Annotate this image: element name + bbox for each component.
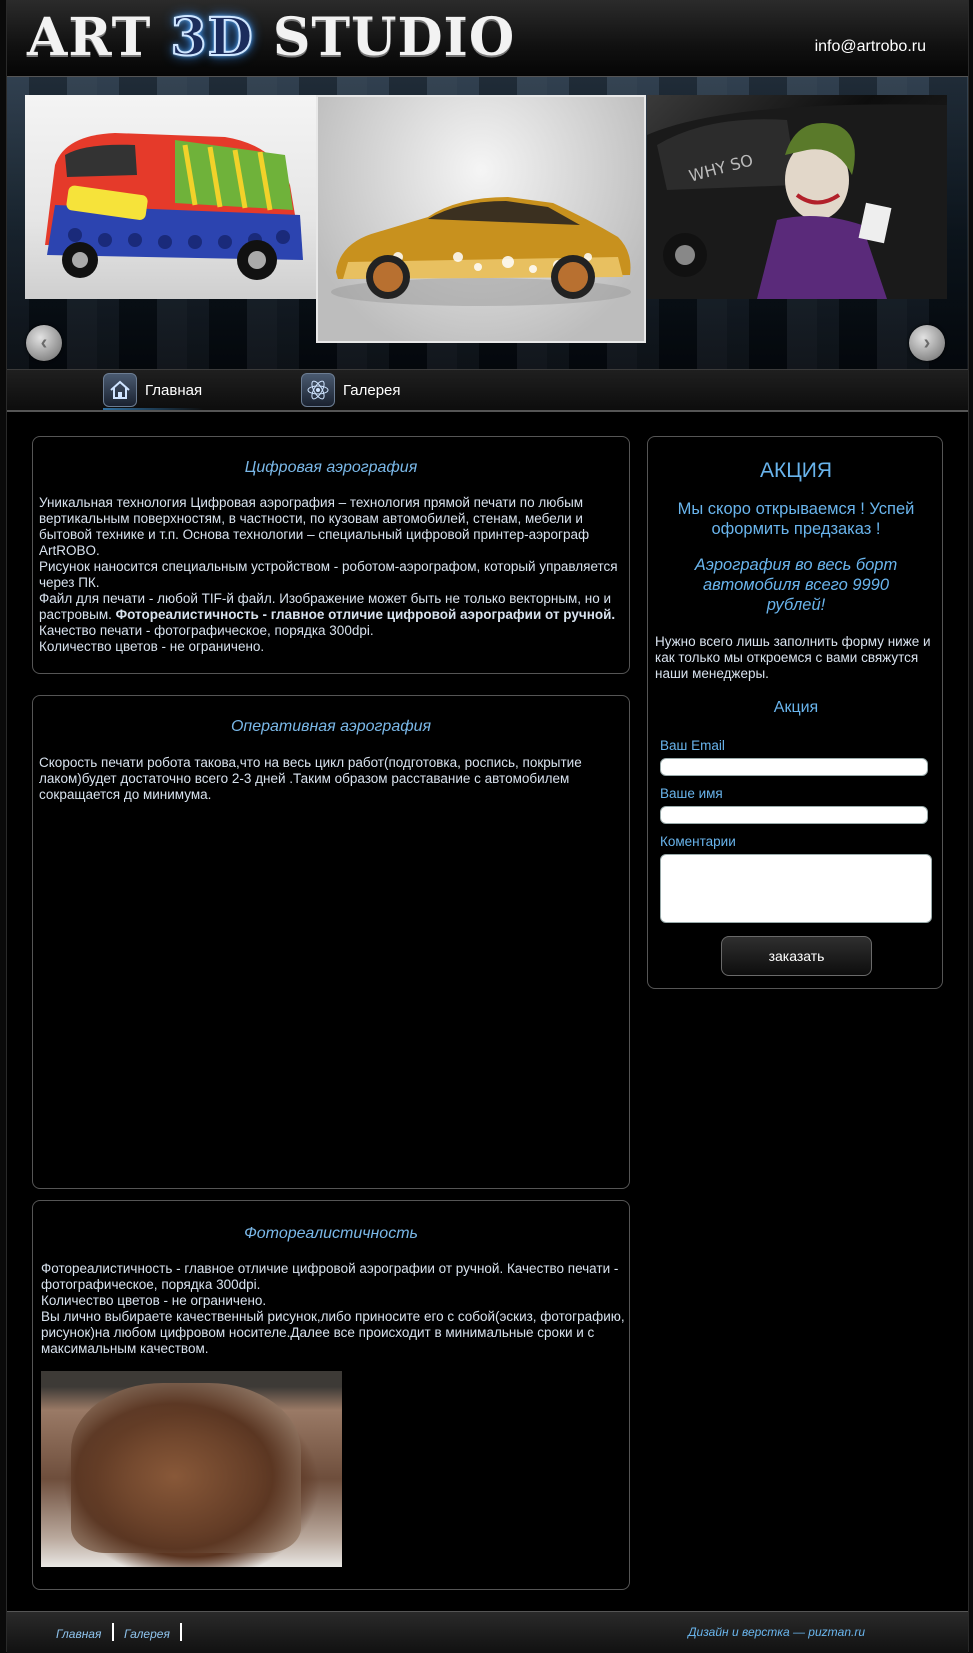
slide-image-joker[interactable] <box>647 95 947 299</box>
paragraph: Рисунок наносится специальным устройством - роботом-аэрографом, который управляется через ПК. <box>39 559 618 590</box>
name-label: Ваше имя <box>660 786 723 801</box>
section-title: Цифровая аэрография <box>244 459 418 476</box>
slider-next-button[interactable] <box>909 325 945 361</box>
order-button[interactable]: заказать <box>721 936 872 976</box>
nav-item-label: Галерея <box>343 381 401 399</box>
paragraph <box>39 591 627 639</box>
section-digital-airbrush <box>32 436 630 674</box>
footer-link-home[interactable]: Главная <box>56 1627 102 1641</box>
comment-label: Коментарии <box>660 834 736 849</box>
footer-separator <box>180 1623 182 1641</box>
paragraph: Уникальная технология Цифровая аэрография – технология прямой печати по любым вертикальным поверхностям, в частности, по кузовам автомобилей, стенам, мебели и бытовой технике и т.п. Основа технологии – специальный цифровой принтер-аэрограф ArtROBO. <box>39 495 590 558</box>
bear-hood-photo <box>41 1371 342 1567</box>
site-logo[interactable] <box>27 8 515 68</box>
section-text <box>39 755 627 803</box>
section-title: Оперативная аэрография <box>230 718 432 735</box>
paragraph-bold: Фотореалистичность - главное отличие цифровой аэрографии от ручной. <box>115 607 616 622</box>
promo-title: АКЦИЯ <box>759 459 833 482</box>
footer <box>7 1611 968 1653</box>
footer-separator <box>112 1623 114 1641</box>
image-slider <box>7 77 968 369</box>
name-field[interactable] <box>660 806 928 824</box>
section-text <box>39 495 627 655</box>
paragraph: Фотореалистичность - главное отличие цифровой аэрографии от ручной. Качество печати - фотографическое, порядка 300dpi. <box>41 1261 619 1292</box>
logo-word-art: ART <box>27 7 152 68</box>
paragraph: Вы лично выбираете качественный рисунок,либо приносите его с собой(эскиз, фотографию, рисунок)на любом цифровом носителе.Далее все происходит в минимальные сроки и с максимальным качеством. <box>41 1309 625 1356</box>
slide-image-volvo[interactable] <box>25 95 317 299</box>
slider-prev-button[interactable] <box>26 325 62 361</box>
page <box>6 0 969 1652</box>
promo-info: Нужно всего лишь заполнить форму ниже и как только мы откроемся с вами свяжутся наши менеджеры. <box>655 634 931 681</box>
email-label: Ваш Email <box>660 738 725 753</box>
section-text <box>41 1261 627 1357</box>
footer-credit[interactable]: Дизайн и верстка — puzman.ru <box>688 1625 865 1639</box>
home-icon <box>103 373 137 407</box>
comment-textarea[interactable] <box>660 854 932 923</box>
atom-icon <box>301 373 335 407</box>
form-title: Акция <box>773 699 819 716</box>
promo-price: Аэрография во весь борт автомобиля всего 9990 рублей! <box>694 556 898 614</box>
paragraph-text: Качество печати - фотографическое, порядка 300dpi. <box>39 623 374 638</box>
section-fast-airbrush <box>32 695 630 1189</box>
paragraph-text: Файл для печати - любой TIF-й файл. Изображение может быть не только векторным, но и растровым. <box>39 591 612 622</box>
header <box>7 0 968 77</box>
header-email[interactable]: info@artrobo.ru <box>814 38 926 55</box>
main-nav <box>7 369 968 412</box>
section-photorealism <box>32 1200 630 1590</box>
chevron-left-icon: ‹ <box>40 332 48 354</box>
nav-item-home[interactable] <box>103 373 202 407</box>
svg-text:WHY SO: WHY SO <box>686 150 756 186</box>
paragraph: Количество цветов - не ограничено. <box>39 639 265 654</box>
promo-sidebar <box>647 436 943 989</box>
nav-item-label: Главная <box>145 381 203 399</box>
paragraph: Скорость печати робота такова,что на весь цикл работ(подготовка, роспись, покрытие лаком)будет достаточно всего 2-3 дней .Таким образом расставание с автомобилем сокращается до минимума. <box>39 755 582 802</box>
paragraph: Количество цветов - не ограничено. <box>41 1293 267 1308</box>
nav-item-gallery[interactable] <box>301 373 401 407</box>
email-field[interactable] <box>660 758 928 776</box>
section-title: Фотореалистичность <box>244 1225 418 1242</box>
hood-shape <box>71 1383 301 1553</box>
logo-word-3d: 3D <box>170 7 254 68</box>
slide-image-bmw[interactable] <box>316 95 646 343</box>
logo-word-studio: STUDIO <box>272 7 516 68</box>
promo-announcement: Мы скоро открываемся ! Успей оформить предзаказ ! <box>677 500 915 538</box>
footer-link-gallery[interactable]: Галерея <box>124 1627 170 1641</box>
chevron-right-icon: › <box>923 332 931 354</box>
